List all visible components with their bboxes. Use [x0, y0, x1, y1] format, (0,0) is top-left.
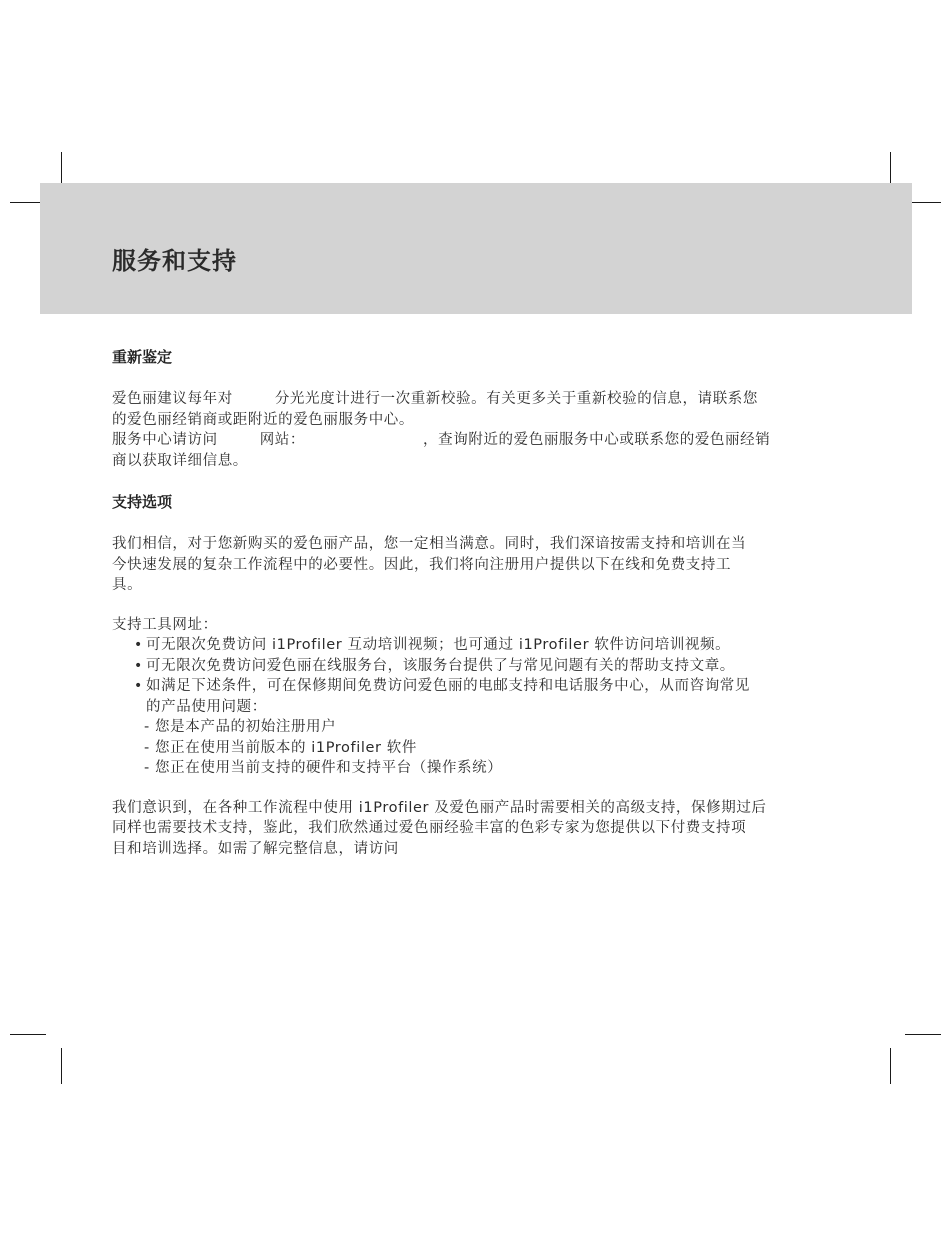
- support-outro-paragraph: [112, 798, 824, 860]
- support-tools-label: 支持工具网址：: [112, 616, 218, 633]
- crop-mark-bottom-left-vertical: [61, 1048, 62, 1084]
- condition-item: - 您是本产品的初始注册用户: [144, 719, 337, 735]
- content: [112, 346, 824, 859]
- bullet-icon: •: [134, 678, 143, 694]
- text: 网站：: [259, 432, 306, 448]
- text: 同样也需要技术支持，鉴此，我们欣然通过爱色丽经验丰富的色彩专家为您提供以下付费支持项: [112, 820, 747, 836]
- text: 我们意识到，在各种工作流程中使用 i1Profiler 及爱色丽产品时需要相关的高级支持，保修期过后: [112, 799, 767, 816]
- support-tools-list: [112, 635, 824, 717]
- condition-item: - 您正在使用当前支持的硬件和支持平台（操作系统）: [144, 760, 503, 776]
- text: 目和培训选择。如需了解完整信息，请访问: [112, 840, 399, 857]
- support-options-heading: 支持选项: [112, 493, 173, 511]
- recertification-heading: 重新鉴定: [112, 348, 173, 366]
- text: ，查询附近的爱色丽服务中心或联系您的爱色丽经销: [423, 432, 771, 448]
- text: 分光光度计进行一次重新校验。有关更多关于重新校验的信息，请联系您: [274, 391, 759, 407]
- text: 我们相信，对于您新购买的爱色丽产品，您一定相当满意。同时，我们深谙按需支持和培训在当: [112, 536, 747, 552]
- list-item: • 可无限次免费访问爱色丽在线服务台，该服务台提供了与常见问题有关的帮助支持文章。: [134, 656, 824, 677]
- support-intro-paragraph: [112, 534, 824, 596]
- recertification-paragraph-2: [112, 430, 824, 471]
- text: 的爱色丽经销商或距附近的爱色丽服务中心。: [112, 411, 414, 428]
- crop-mark-bottom-right-vertical: [890, 1048, 891, 1084]
- bullet-icon: •: [134, 657, 143, 674]
- condition-item: - 您正在使用当前版本的 i1Profiler 软件: [144, 739, 417, 756]
- recertification-paragraph-1: [112, 389, 824, 430]
- page-title: 服务和支持: [112, 247, 237, 275]
- header-band: [40, 183, 912, 314]
- text: 今快速发展的复杂工作流程中的必要性。因此，我们将向注册用户提供以下在线和免费支持工: [112, 556, 732, 573]
- text: 服务中心请访问: [112, 432, 218, 448]
- crop-mark-bottom-left-horizontal: [10, 1034, 46, 1035]
- text: 爱色丽建议每年对: [112, 391, 233, 407]
- bullet-icon: •: [134, 637, 143, 653]
- list-item: • 如满足下述条件，可在保修期间免费访问爱色丽的电邮支持和电话服务中心，从而咨询常见 的产品使用问题：: [134, 678, 750, 715]
- list-item: • 可无限次免费访问 i1Profiler 互动培训视频；也可通过 i1Profiler 软件访问培训视频。: [134, 635, 824, 656]
- text: 商以获取详细信息。: [112, 452, 248, 469]
- text: 具。: [112, 577, 143, 593]
- crop-mark-bottom-right-horizontal: [905, 1034, 941, 1035]
